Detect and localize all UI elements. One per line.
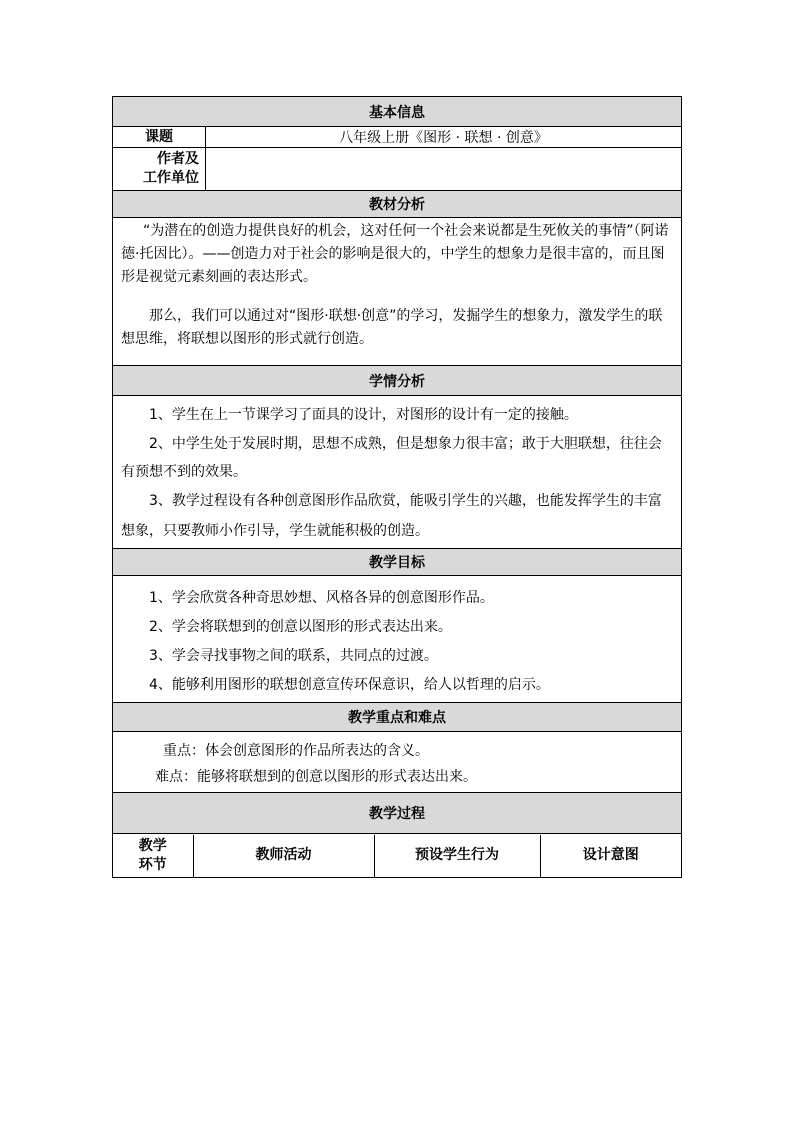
section-header-students: 学情分析	[113, 366, 682, 396]
textbook-paragraph-1: “为潜在的创造力提供良好的机会，这对任何一个社会来说都是生死攸关的事情”（阿诺德·托因比）。——创造力对于社会的影响是很大的，中学生的想象力是很丰富的，而且图形是视觉元素刻画的表达形式。	[121, 223, 669, 285]
section-header-process: 教学过程	[113, 793, 682, 834]
goal-item-4: 4、能够利用图形的联想创意宣传环保意识，给人以哲理的启示。	[149, 677, 550, 693]
section-header-textbook: 教材分析	[113, 191, 682, 218]
author-label	[113, 148, 206, 191]
textbook-analysis-body	[113, 218, 682, 366]
col-design-intent: 设计意图	[582, 847, 639, 863]
goal-item-3: 3、学会寻找事物之间的联系，共同点的过渡。	[149, 648, 438, 664]
key-point-text: 重点：体会创意图形的作品所表达的含义。	[163, 743, 429, 759]
difficulty-text: 难点：能够将联想到的创意以图形的形式表达出来。	[155, 769, 477, 785]
author-label-line1: 作者及	[157, 151, 199, 167]
lesson-plan-table	[112, 96, 682, 878]
section-header-basic-info: 基本信息	[113, 97, 682, 127]
topic-value: 八年级上册《图形 · 联想 · 创意》	[206, 127, 682, 148]
col-stage-line1: 教学	[138, 837, 167, 854]
col-teacher-activity: 教师活动	[193, 835, 374, 877]
goal-item-2: 2、学会将联想到的创意以图形的形式表达出来。	[149, 619, 452, 635]
col-stage	[113, 835, 193, 877]
author-label-line2: 工作单位	[143, 170, 199, 186]
section-header-goals: 教学目标	[113, 549, 682, 576]
col-stage-line2: 环节	[138, 856, 167, 873]
students-item-1: 1、学生在上一节课学习了面具的设计，对图形的设计有一定的接触。	[149, 407, 578, 423]
process-header-row	[113, 834, 682, 878]
author-value	[206, 148, 682, 191]
process-columns	[113, 835, 681, 877]
col-student-behavior: 预设学生行为	[374, 835, 540, 877]
topic-label: 课题	[113, 127, 206, 148]
lesson-plan-page	[112, 96, 681, 878]
students-analysis-body	[113, 396, 682, 549]
key-points-body	[113, 732, 682, 793]
goals-body	[113, 576, 682, 703]
textbook-paragraph-2: 那么，我们可以通过对“图形·联想·创意”的学习，发掘学生的想象力，激发学生的联想思维，将联想以图形的形式就行创造。	[121, 308, 663, 347]
students-item-3: 3、教学过程设有各种创意图形作品欣赏，能吸引学生的兴趣，也能发挥学生的丰富想象，只要教师小作引导，学生就能积极的创造。	[121, 493, 662, 539]
students-item-2: 2、中学生处于发展时期，思想不成熟，但是想象力很丰富；敢于大胆联想，往往会有预想不到的效果。	[121, 436, 662, 480]
section-header-key-points: 教学重点和难点	[113, 703, 682, 732]
goal-item-1: 1、学会欣赏各种奇思妙想、风格各异的创意图形作品。	[149, 590, 494, 606]
